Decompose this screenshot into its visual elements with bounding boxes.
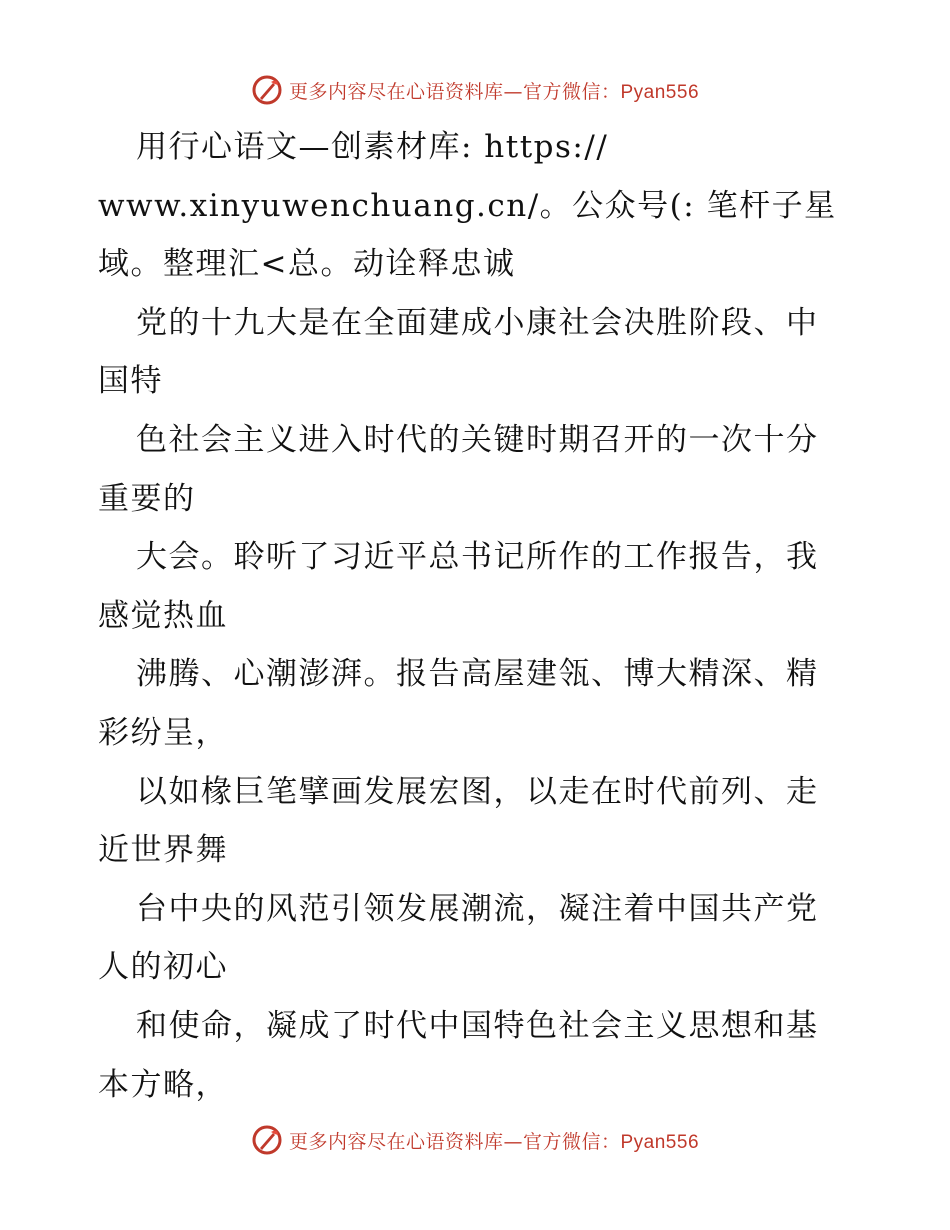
header-banner-dash: —官方微信：: [503, 80, 621, 103]
document-line: 沸腾、心潮澎湃。报告高屋建瓴、博大精深、精: [136, 656, 819, 693]
document-line: 重要的: [98, 480, 196, 517]
document-line: 域。整理汇<总。动诠释忠诚: [98, 246, 516, 283]
document-line: 色社会主义进入时代的关键时期召开的一次十分: [136, 421, 819, 458]
document-line: 国特: [98, 363, 163, 400]
document-line: 党的十九大是在全面建成小康社会决胜阶段、中: [136, 304, 819, 341]
footer-banner-main: 更多内容尽在心语资料库: [288, 1130, 504, 1153]
header-banner-main: 更多内容尽在心语资料库: [288, 80, 504, 103]
header-banner: [0, 70, 950, 110]
document-line: 以如椽巨笔擘画发展宏图，以走在时代前列、走: [136, 773, 819, 810]
document-line: 近世界舞: [98, 832, 228, 869]
document-line: 彩纷呈，: [98, 714, 228, 751]
document-line: 和使命，凝成了时代中国特色社会主义思想和基: [136, 1007, 819, 1044]
document-line: 人的初心: [98, 949, 228, 986]
document-body: [98, 118, 858, 1114]
header-banner-text: [289, 77, 699, 104]
footer-banner-id: Pyan556: [620, 1131, 700, 1153]
footer-banner-dash: —官方微信：: [503, 1130, 621, 1153]
document-line: 台中央的风范引领发展潮流，凝注着中国共产党: [136, 890, 819, 927]
document-line: 大会。聆听了习近平总书记所作的工作报告，我: [136, 539, 819, 576]
header-banner-id: Pyan556: [620, 81, 700, 103]
document-line: 本方略，: [98, 1066, 228, 1103]
footer-banner-text: [289, 1127, 699, 1154]
quill-seal-icon: [251, 74, 283, 106]
document-line: www.xinyuwenchuang.cn/。公众号(: 笔杆子星: [98, 187, 837, 224]
document-line: 用行心语文—创素材库: https://: [136, 129, 609, 165]
quill-seal-icon: [251, 1124, 283, 1156]
footer-banner: [0, 1120, 950, 1160]
document-line: 感觉热血: [98, 597, 228, 634]
